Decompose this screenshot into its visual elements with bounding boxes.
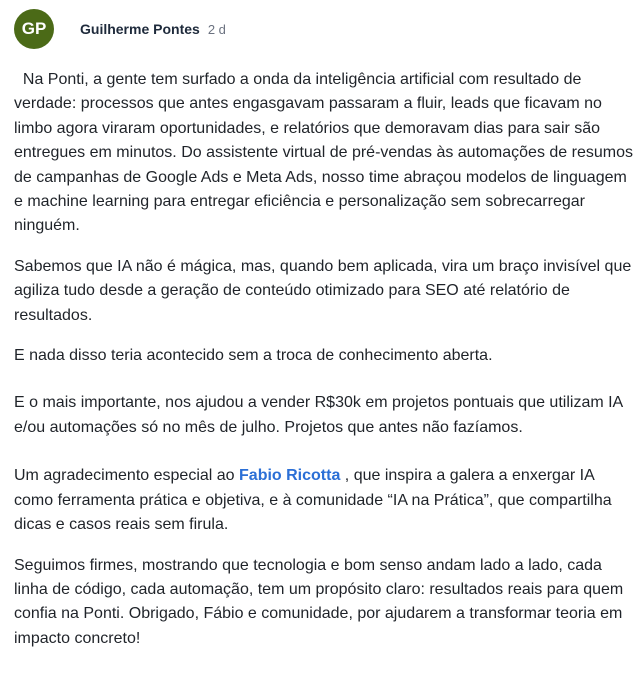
paragraph bbox=[14, 464, 634, 537]
avatar[interactable]: GP bbox=[14, 9, 54, 49]
mention-link[interactable]: Fabio Ricotta bbox=[239, 467, 341, 485]
author-name[interactable]: Guilherme Pontes bbox=[80, 21, 200, 37]
paragraph: Seguimos firmes, mostrando que tecnologia e bom senso andam lado a lado, cada linha de código, cada automação, tem um propósito claro: resultados reais para quem confia na Ponti. Obrigado, Fábio e comunidade, por ajudarem a transformar teoria em impacto concreto! bbox=[14, 556, 624, 647]
post-body bbox=[14, 68, 638, 651]
paragraph: E nada disso teria acontecido sem a troca de conhecimento aberta. bbox=[14, 347, 493, 365]
text: Um agradecimento especial ao bbox=[14, 467, 240, 485]
paragraph: E o mais importante, nos ajudou a vender R$30k em projetos pontuais que utilizam IA e/ou automações só no mês de julho. Projetos que antes não fazíamos. bbox=[14, 394, 623, 436]
paragraph: Sabemos que IA não é mágica, mas, quando bem aplicada, vira um braço invisível que agiliza tudo desde a geração de conteúdo otimizado para SEO até relatório de resultados. bbox=[14, 257, 632, 324]
paragraph: Na Ponti, a gente tem surfado a onda da inteligência artificial com resultado de verdade: processos que antes engasgavam passaram a fluir, leads que ficavam no limbo agora viraram oportunidades, e relatórios que demoravam dias para sair são entregues em minutos. Do assistente virtual de pré-vendas às automações de resumos de campanhas de Google Ads e Meta Ads, nosso time abraçou modelos de linguagem e machine learning para entregar eficiência e personalização sem sobrecarregar ninguém. bbox=[14, 71, 638, 235]
post-timestamp: 2 d bbox=[207, 21, 226, 37]
post-header bbox=[14, 9, 226, 49]
text: , que inspira a galera a enxergar IA como ferramenta prática e objetiva, e à comunidade “IA na Prática”, que compartilha dicas e casos reais sem firula. bbox=[14, 467, 612, 534]
